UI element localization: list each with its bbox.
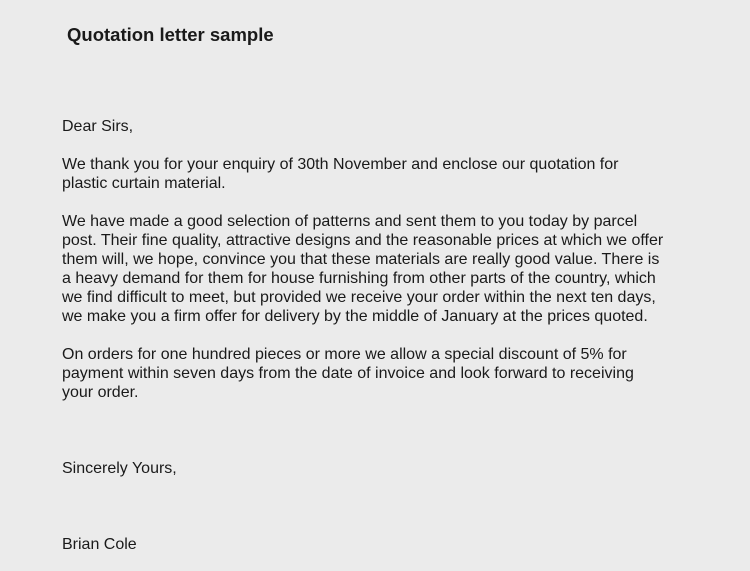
signature-name: Brian Cole bbox=[62, 536, 137, 553]
paragraph-line: We thank you for your enquiry of 30th November and enclose our quotation for bbox=[62, 156, 619, 173]
paragraph-line: We have made a good selection of patterns and sent them to you today by parcel bbox=[62, 213, 638, 230]
page-title: Quotation letter sample bbox=[67, 24, 274, 45]
paragraph-line: your order. bbox=[62, 384, 139, 401]
paragraph-line: we find difficult to meet, but provided we receive your order within the next ten days, bbox=[62, 289, 656, 306]
paragraph-line: On orders for one hundred pieces or more we allow a special discount of 5% for bbox=[62, 346, 627, 363]
salutation: Dear Sirs, bbox=[62, 118, 134, 135]
closing: Sincerely Yours, bbox=[62, 460, 177, 477]
paragraph-enquiry bbox=[62, 155, 732, 193]
paragraph-line: we make you a firm offer for delivery by the middle of January at the prices quoted. bbox=[62, 308, 648, 325]
letter-body bbox=[62, 117, 732, 402]
paragraph-line: plastic curtain material. bbox=[62, 175, 226, 192]
paragraph-line: post. Their fine quality, attractive designs and the reasonable prices at which we offer bbox=[62, 232, 664, 249]
paragraph-line: them will, we hope, convince you that these materials are really good value. There is bbox=[62, 251, 660, 268]
paragraph-line: a heavy demand for them for house furnishing from other parts of the country, which bbox=[62, 270, 656, 287]
paragraph-selection bbox=[62, 212, 732, 326]
paragraph-line: payment within seven days from the date of invoice and look forward to receiving bbox=[62, 365, 634, 382]
paragraph-discount bbox=[62, 345, 732, 402]
